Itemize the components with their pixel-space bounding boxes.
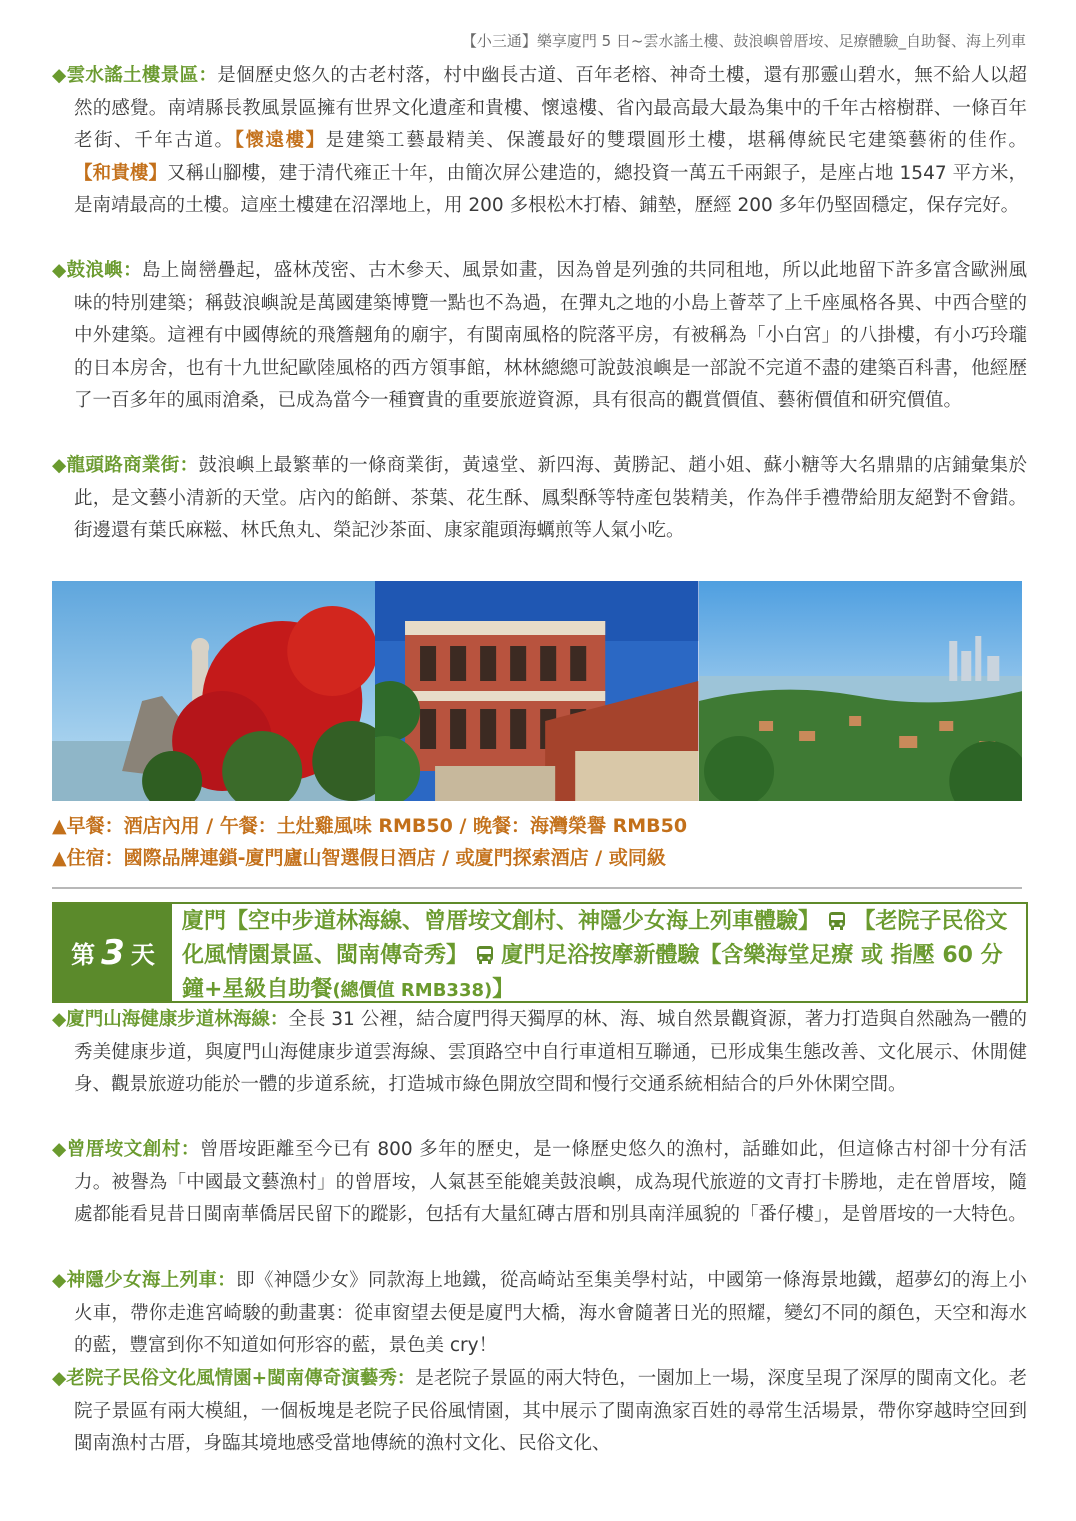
section-zengcuoan	[52, 1134, 1027, 1232]
meal-info: ▲早餐：酒店內用 / 午餐：土灶雞風味 RMB50 / 晚餐：海灣榮譽 RMB50	[52, 815, 688, 837]
day-title-part: 【老院子民俗文化風情園景區、閩南傳奇秀】	[182, 909, 1008, 968]
section-title: 神隱少女海上列車：	[66, 1270, 237, 1291]
day-label	[54, 904, 172, 1001]
bullet: ◆	[52, 1368, 67, 1389]
bullet: ◆	[52, 455, 67, 476]
lodging-info: ▲住宿：國際品牌連鎖-廈門廬山智選假日酒店 / 或廈門探索酒店 / 或同級	[52, 847, 666, 869]
photo-statue-flowers	[52, 581, 375, 801]
day-title	[172, 904, 1026, 1001]
bullet: ◆	[52, 1009, 67, 1030]
section-title: 鼓浪嶼：	[66, 260, 142, 281]
photo-colonial-building	[375, 581, 698, 801]
divider	[52, 887, 1022, 889]
day-title-part: 廈門【空中步道林海線、曾厝垵文創村、神隱少女海上列車體驗】	[182, 909, 821, 934]
photo-strip	[52, 581, 1022, 801]
section-text: 全長 31 公裡，結合廈門得天獨厚的林、海、城自然景觀資源，著力打造與自然融為一體的秀美健康步道，與廈門山海健康步道雲海線、雲頂路空中自行車道相互聯通，已形成集生態改善、文化展示、休閒健身、觀景旅遊功能於一體的步道系統，打造城市綠色開放空間和慢行交通系統相結合的戶外休閑空間。	[74, 1009, 1027, 1096]
bus-icon	[476, 943, 494, 974]
section-text: 曾厝垵距離至今已有 800 多年的歷史，是一條歷史悠久的漁村，話雖如此，但這條古村卻十分有活力。被譽為「中國最文藝漁村」的曾厝垵，人氣甚至能媲美鼓浪嶼，成為現代旅遊的文青打卡勝地，走在曾厝垵，隨處都能看見昔日閩南華僑居民留下的蹤影，包括有大量紅磚古厝和別具南洋風貌的「番仔樓」，是曾厝垵的一大特色。	[74, 1139, 1027, 1226]
section-sea-train	[52, 1265, 1027, 1363]
bullet: ◆	[52, 1139, 67, 1160]
section-title: 廈門山海健康步道林海線：	[66, 1009, 289, 1030]
section-gulangyu	[52, 255, 1027, 418]
section-text: 島上崗巒疊起，盛林茂密、古木參天、風景如畫，因為曾是列強的共同租地，所以此地留下許多富含歐洲風味的特別建築；稱鼓浪嶼說是萬國建築博覽一點也不為過，在彈丸之地的小島上薈萃了上千座風格各異、中西合壁的中外建築。這裡有中國傳統的飛簷翹角的廟宇，有閩南風格的院落平房，有被稱為「小白宮」的八掛樓，有小巧玲瓏的日本房舍，也有十九世紀歐陸風格的西方領事館，林林總總可說鼓浪嶼是一部說不完道不盡的建築百科書，他經歷了一百多年的風雨滄桑，已成為當今一種寶貴的重要旅遊資源，具有很高的觀賞價值、藝術價值和研究價值。	[74, 260, 1027, 412]
section-forest-trail	[52, 1004, 1027, 1102]
section-longtou-road	[52, 450, 1027, 548]
section-text: 是建築工藝最精美、保護最好的雙環圓形土樓，堪稱傳統民宅建築藝術的佳作。	[325, 130, 1027, 152]
section-text: 是個歷史悠久的古老村落，村中幽長古道、百年老榕、神奇土樓，還有那靈山碧水，無不給人以超然的感覺。南靖縣長教風景區擁有世界文化遺產和貴樓、懷遠樓、省內最高最大最為集中的千年古榕樹群、一條百年老街、千年古道。	[74, 65, 1027, 152]
day-title-part: 廈門足浴按摩新體驗【含樂海堂足療 或 指壓 60 分鐘+星級自助餐	[182, 943, 1003, 1002]
day-suffix: 天	[130, 941, 155, 969]
day-prefix: 第	[71, 941, 96, 969]
section-text: 鼓浪嶼上最繁華的一條商業街，黃遠堂、新四海、黃勝記、趙小姐、蘇小糖等大名鼎鼎的店鋪彙集於此，是文藝小清新的天堂。店內的餡餅、茶葉、花生酥、鳳梨酥等特產包裝精美，作為伴手禮帶給朋友絕對不會錯。街邊還有葉氏麻糍、林氏魚丸、榮記沙茶面、康家龍頭海蠣煎等人氣小吃。	[74, 455, 1027, 542]
section-title: 雲水謠土樓景區：	[66, 65, 218, 86]
section-title: 曾厝垵文創村：	[66, 1139, 200, 1160]
section-yunshuiyao	[52, 60, 1027, 223]
page-header: 【小三通】樂享廈門 5 日~雲水謠土樓、鼓浪嶼曾厝垵、足療體驗_自助餐、海上列車	[461, 32, 1026, 50]
bus-icon	[828, 909, 846, 940]
day-title-price: (總價值 RMB338)	[332, 980, 493, 1001]
section-title: 老院子民俗文化風情園+閩南傳奇演藝秀：	[66, 1368, 416, 1389]
highlight-hegui: 【和貴樓】	[74, 162, 168, 184]
day-number: 3	[101, 932, 125, 973]
day-header	[52, 902, 1028, 1003]
bullet: ◆	[52, 1270, 67, 1291]
bullet: ◆	[52, 260, 67, 281]
section-old-courtyard	[52, 1363, 1027, 1461]
day-title-part: 】	[492, 977, 515, 1002]
section-text: 又稱山腳樓，建于清代雍正十年，由簡次屏公建造的，總投資一萬五千兩銀子，是座占地 1547 平方米，是南靖最高的土樓。這座土樓建在沼澤地上，用 200 多根松木打樁、鋪墊，歷經 200 多年仍堅固穩定，保存完好。	[74, 162, 1027, 217]
section-title: 龍頭路商業街：	[66, 455, 199, 476]
section-text: 即《神隱少女》同款海上地鐵，從高崎站至集美學村站，中國第一條海景地鐵，超夢幻的海上小火車，帶你走進宮崎駿的動畫裏：從車窗望去便是廈門大橋，海水會隨著日光的照耀，變幻不同的顏色，天空和海水的藍，豐富到你不知道如何形容的藍，景色美 cry！	[74, 1270, 1027, 1357]
photo-island-view	[699, 581, 1022, 801]
highlight-huaiyuan: 【懷遠樓】	[234, 130, 326, 152]
bullet: ◆	[52, 65, 67, 86]
section-text: 是老院子景區的兩大特色，一園加上一場，深度呈現了深厚的閩南文化。老院子景區有兩大模組，一個板塊是老院子民俗風情園，其中展示了閩南漁家百姓的尋常生活場景，帶你穿越時空回到閩南漁村古厝，身臨其境地感受當地傳統的漁村文化、民俗文化、	[74, 1368, 1027, 1455]
